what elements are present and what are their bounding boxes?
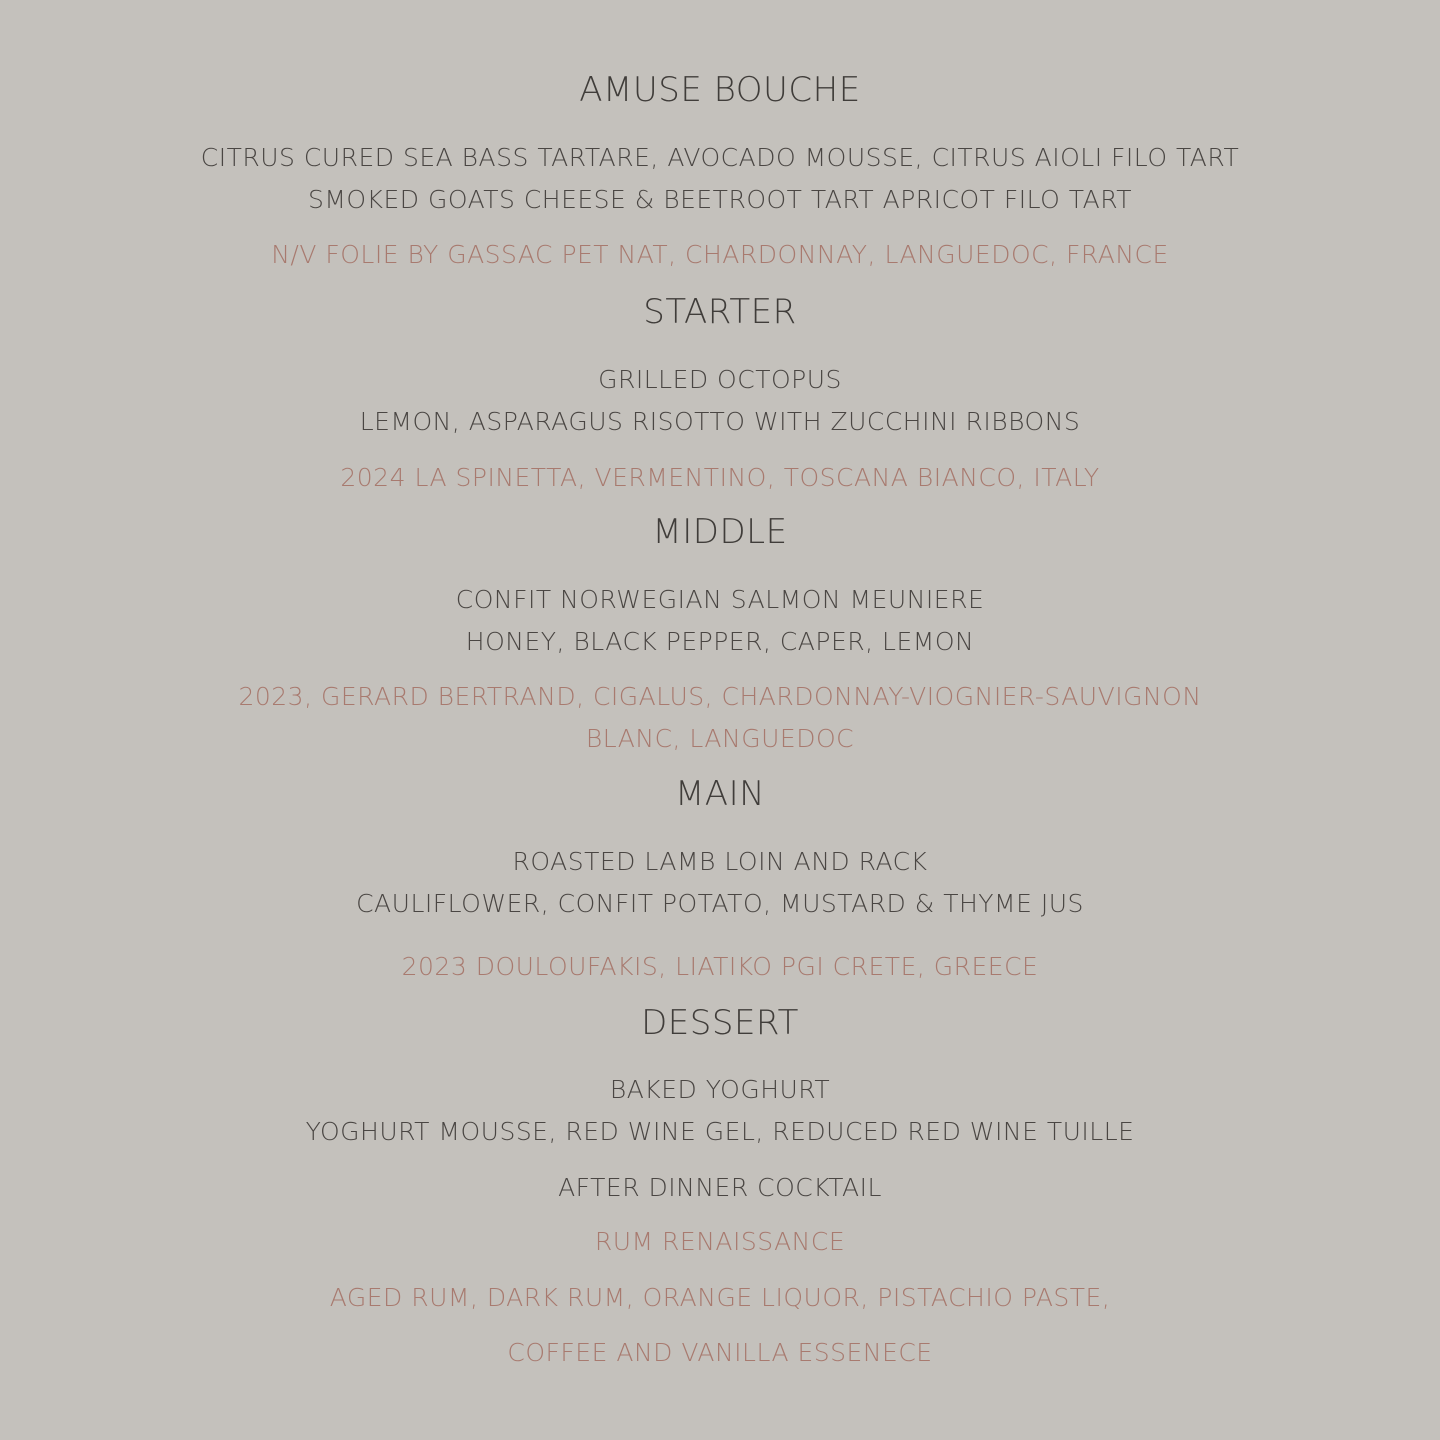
dish-line: SMOKED GOATS CHEESE & BEETROOT TART APRICOT FILO TART [307,185,1133,214]
cocktail-ingredients: AGED RUM, DARK RUM, ORANGE LIQUOR, PISTACHIO PASTE, [329,1283,1111,1312]
dish-line: CONFIT NORWEGIAN SALMON MEUNIERE [455,585,985,614]
wine-pairing: 2024 LA SPINETTA, VERMENTINO, TOSCANA BIANCO, ITALY [340,463,1100,492]
cocktail-label: AFTER DINNER COCKTAIL [558,1173,882,1202]
wine-pairing: 2023 DOULOUFAKIS, LIATIKO PGI CRETE, GREECE [401,952,1039,981]
wine-pairing: N/V FOLIE BY GASSAC PET NAT, CHARDONNAY, LANGUEDOC, FRANCE [271,240,1169,269]
section-heading-amuse-bouche: AMUSE BOUCHE [579,70,861,110]
section-heading-middle: MIDDLE [652,512,788,552]
wine-pairing: BLANC, LANGUEDOC [585,724,855,753]
dish-line: CAULIFLOWER, CONFIT POTATO, MUSTARD & THYME JUS [356,889,1084,918]
wine-pairing: 2023, GERARD BERTRAND, CIGALUS, CHARDONNAY-VIOGNIER-SAUVIGNON [238,682,1202,711]
section-heading-dessert: DESSERT [641,1003,799,1043]
cocktail-name: RUM RENAISSANCE [594,1227,846,1256]
dish-line: HONEY, BLACK PEPPER, CAPER, LEMON [465,627,975,656]
dish-line: CITRUS CURED SEA BASS TARTARE, AVOCADO MOUSSE, CITRUS AIOLI FILO TART [200,143,1240,172]
dish-line: BAKED YOGHURT [609,1075,831,1104]
section-heading-main: MAIN [674,774,766,814]
dish-line: GRILLED OCTOPUS [598,365,842,394]
cocktail-ingredients: COFFEE AND VANILLA ESSENECE [507,1338,933,1367]
dish-line: ROASTED LAMB LOIN AND RACK [512,847,928,876]
dish-line: YOGHURT MOUSSE, RED WINE GEL, REDUCED RED WINE TUILLE [305,1117,1135,1146]
dish-line: LEMON, ASPARAGUS RISOTTO WITH ZUCCHINI RIBBONS [359,407,1081,436]
section-heading-starter: STARTER [643,292,797,332]
